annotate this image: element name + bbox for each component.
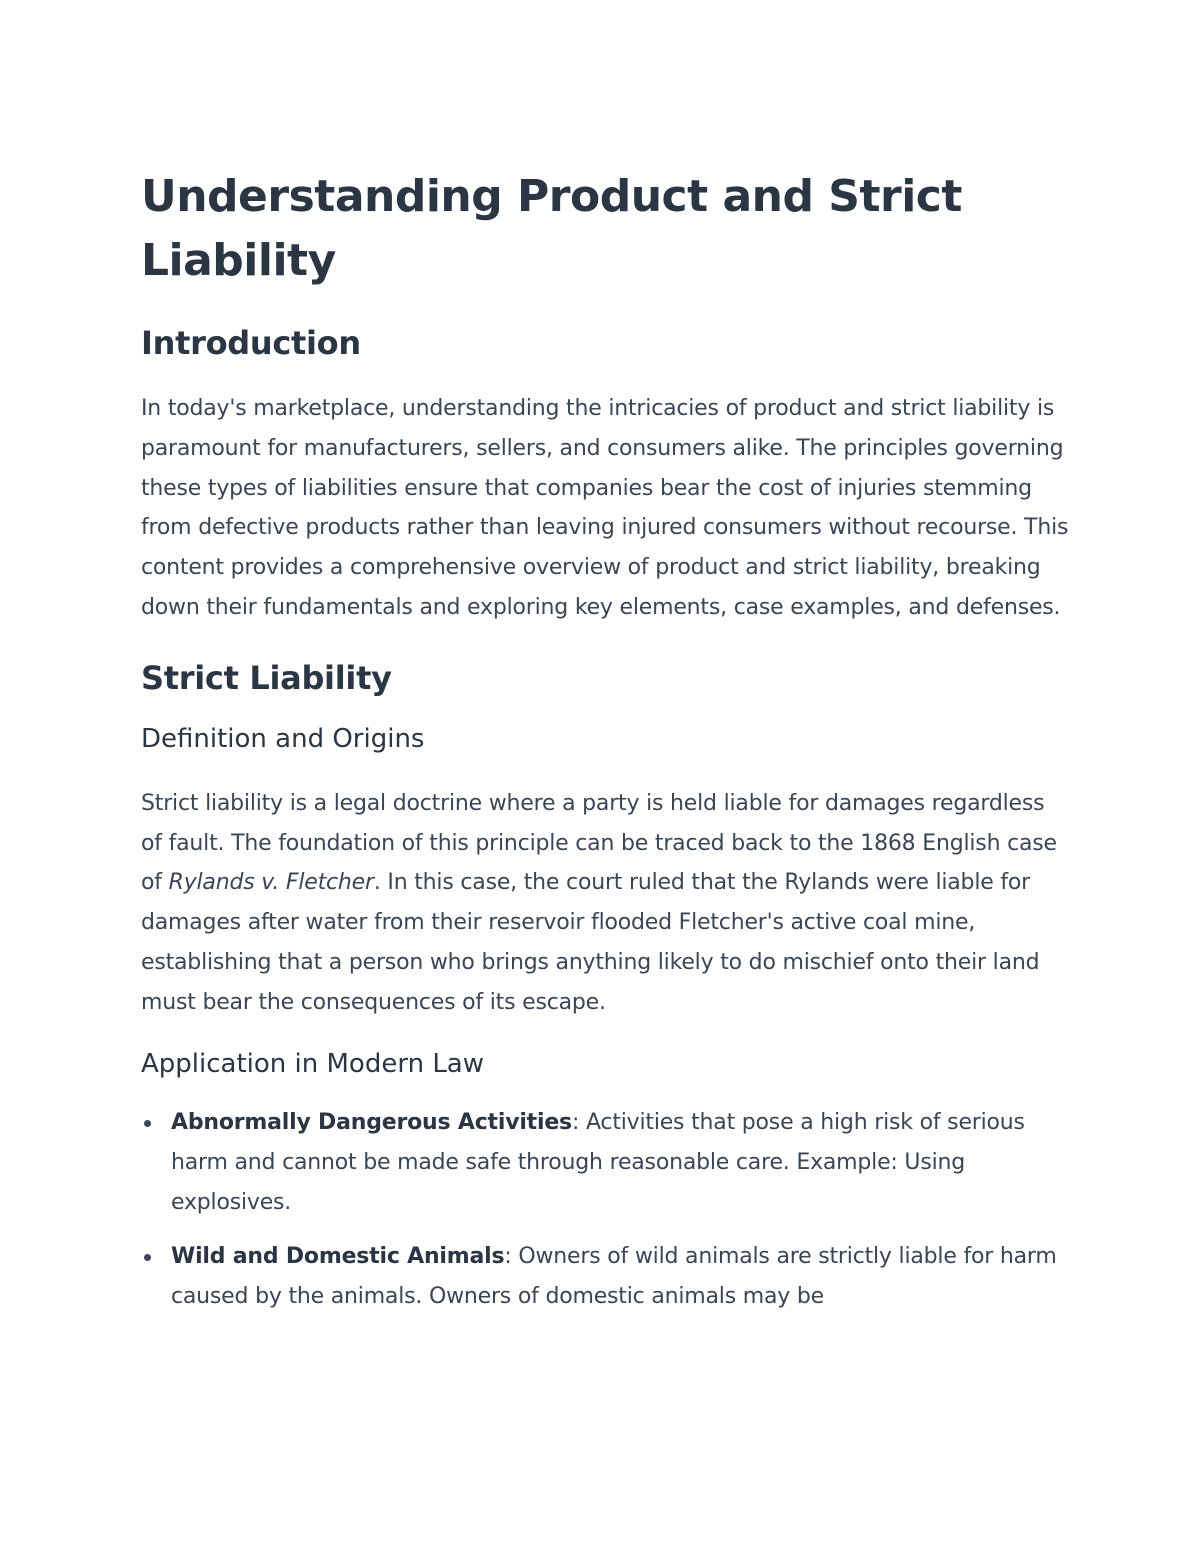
- strict-liability-heading: Strict Liability: [141, 658, 392, 697]
- definition-text-after: . In this case, the court ruled that the Rylands were liable for damages after water from their reservoir flooded Fletcher's active coal mine, establishing that a person who brings anything likely to do mischief onto their land must bear the consequences of its escape.: [141, 870, 1040, 1015]
- definition-paragraph: [141, 784, 1071, 1023]
- application-list: [141, 1103, 1071, 1317]
- introduction-paragraph: In today's marketplace, understanding the intricacies of product and strict liability is paramount for manufacturers, sellers, and consumers alike. The principles governing these types of liabilities ensure that companies bear the cost of injuries stemming from defective products rather than leaving injured consumers without recourse. This content provides a comprehensive overview of product and strict liability, breaking down their fundamentals and exploring key elements, case examples, and defenses.: [141, 396, 1069, 620]
- bullet-icon: [144, 1254, 151, 1261]
- list-item: [141, 1237, 1071, 1317]
- definition-text-before: Strict liability is a legal doctrine where a party is held liable for damages regardless of fault. The foundation of this principle can be traced back to the 1868 English case of: [141, 790, 1057, 896]
- case-name: Rylands v. Fletcher: [168, 870, 374, 896]
- list-item: [141, 1103, 1071, 1223]
- document-page: [141, 165, 1071, 1331]
- list-item-description: : Owners of wild animals are strictly liable for harm caused by the animals. Owners of domestic animals may be: [171, 1243, 1057, 1309]
- bullet-icon: [144, 1120, 151, 1127]
- introduction-heading: Introduction: [141, 324, 361, 362]
- page-title: Understanding Product and Strict Liability: [141, 171, 962, 286]
- list-item-description: : Activities that pose a high risk of serious harm and cannot be made safe through reasonable care. Example: Using explosives.: [171, 1109, 1025, 1215]
- list-item-term: Wild and Domestic Animals: [171, 1243, 505, 1269]
- application-heading: Application in Modern Law: [141, 1048, 485, 1079]
- list-item-term: Abnormally Dangerous Activities: [171, 1109, 572, 1135]
- definition-heading: Definition and Origins: [141, 723, 425, 754]
